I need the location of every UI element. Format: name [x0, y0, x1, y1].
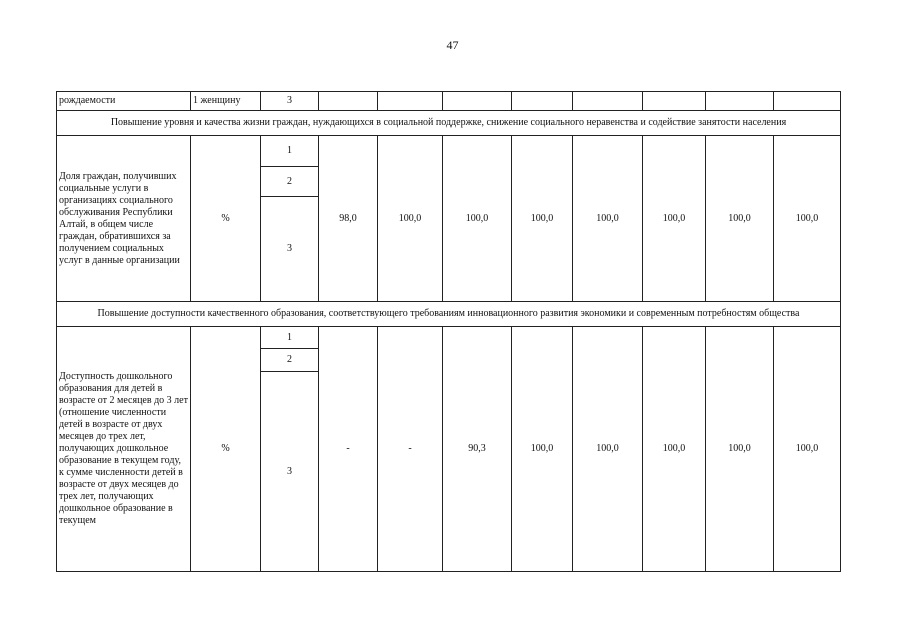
value-cell: 100,0 — [706, 327, 774, 572]
value-cell: - — [378, 327, 443, 572]
value-cell — [319, 92, 378, 111]
value-cell — [643, 92, 706, 111]
value-cell — [573, 92, 643, 111]
sub-row-cell: 1 — [261, 327, 319, 349]
value-cell: 100,0 — [378, 136, 443, 302]
value-cell: 100,0 — [774, 136, 841, 302]
sub-row-cell: 2 — [261, 349, 319, 372]
value-cell: 100,0 — [573, 136, 643, 302]
value-cell: 100,0 — [573, 327, 643, 572]
value-cell — [512, 92, 573, 111]
value-cell: - — [319, 327, 378, 572]
value-cell: 100,0 — [643, 136, 706, 302]
value-cell: 100,0 — [706, 136, 774, 302]
indicator-cell: Доля граждан, получивших социальные услуги в организациях социального обслуживания Республики Алтай, в общем числе граждан, обратившихся за получением социальных услуг в данные организации — [57, 136, 191, 302]
section-row — [57, 302, 841, 327]
sub-row-cell: 3 — [261, 92, 319, 111]
value-cell: 90,3 — [443, 327, 512, 572]
unit-cell: % — [191, 136, 261, 302]
table-row — [57, 327, 841, 349]
value-cell: 100,0 — [443, 136, 512, 302]
section-title: Повышение уровня и качества жизни граждан, нуждающихся в социальной поддержке, снижение социального неравенства и содействие занятости населения — [57, 111, 841, 136]
value-cell: 100,0 — [512, 136, 573, 302]
section-title: Повышение доступности качественного образования, соответствующего требованиям инновационного развития экономики и современным потребностям общества — [57, 302, 841, 327]
value-cell: 100,0 — [643, 327, 706, 572]
value-cell — [443, 92, 512, 111]
value-cell: 100,0 — [774, 327, 841, 572]
value-cell: 100,0 — [512, 327, 573, 572]
section-row — [57, 111, 841, 136]
value-cell — [774, 92, 841, 111]
indicators-table — [56, 91, 841, 572]
unit-cell: % — [191, 327, 261, 572]
sub-row-cell: 2 — [261, 167, 319, 197]
table-row — [57, 92, 841, 111]
indicator-cell: рождаемости — [57, 92, 191, 111]
value-cell — [706, 92, 774, 111]
table-row — [57, 136, 841, 167]
sub-row-cell: 3 — [261, 197, 319, 302]
indicator-cell: Доступность дошкольного образования для детей в возрасте от 2 месяцев до 3 лет (отношение численности детей в возрасте от двух месяцев до трех лет, получающих дошкольное образование в текущем году, к сумме численности детей в возрасте от двух месяцев до трех лет, получающих дошкольное образование в текущем — [57, 327, 191, 572]
value-cell: 98,0 — [319, 136, 378, 302]
page-number: 47 — [446, 38, 459, 52]
unit-cell: 1 женщину — [191, 92, 261, 111]
sub-row-cell: 3 — [261, 372, 319, 572]
value-cell — [378, 92, 443, 111]
sub-row-cell: 1 — [261, 136, 319, 167]
